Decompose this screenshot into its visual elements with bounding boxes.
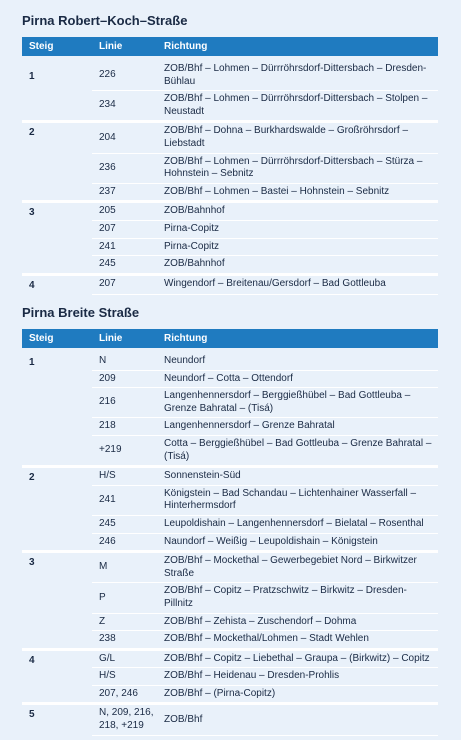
richtung-cell: Sonnenstein-Süd xyxy=(157,467,438,486)
richtung-cell: ZOB/Bhf – (Pirna-Copitz) xyxy=(157,685,438,704)
table-row xyxy=(22,467,438,486)
linie-cell: H/S xyxy=(92,467,157,486)
steig-cell: 2 xyxy=(22,467,92,552)
timetable-robert-koch-strasse xyxy=(22,37,438,295)
column-header-richtung: Richtung xyxy=(157,37,438,56)
richtung-cell: ZOB/Bahnhof xyxy=(157,256,438,275)
linie-cell: 226 xyxy=(92,61,157,91)
steig-cell: 2 xyxy=(22,122,92,202)
richtung-cell: Cotta – Berggießhübel – Bad Gottleuba – Grenze Bahratal – (Tisá) xyxy=(157,435,438,466)
column-header-linie: Linie xyxy=(92,329,157,348)
linie-cell: M xyxy=(92,552,157,583)
linie-cell: 245 xyxy=(92,256,157,275)
linie-cell: 207 xyxy=(92,220,157,238)
linie-cell: G/L xyxy=(92,649,157,668)
linie-cell: 207, 246 xyxy=(92,685,157,704)
richtung-cell: Königstein – Bad Schandau – Lichtenhainer Wasserfall – Hinterhermsdorf xyxy=(157,485,438,515)
richtung-cell: ZOB/Bhf – Heidenau – Dresden-Prohlis xyxy=(157,668,438,686)
table-row xyxy=(22,353,438,370)
section-title: Pirna Robert–Koch–Straße xyxy=(22,13,188,28)
table-body xyxy=(22,56,438,294)
richtung-cell: ZOB/Bhf – Copitz – Pratzschwitz – Birkwitz – Dresden-Pillnitz xyxy=(157,583,438,613)
steig-cell: 1 xyxy=(29,357,35,368)
table-row xyxy=(22,704,438,735)
table-row xyxy=(22,61,438,91)
linie-cell: N, 209, 216, 218, +219 xyxy=(92,704,157,735)
table-header-row xyxy=(22,37,438,56)
richtung-cell: ZOB/Bhf – Dohna – Burkhardswalde – Großröhrsdorf – Liebstadt xyxy=(157,122,438,153)
table-row xyxy=(22,122,438,153)
linie-cell: 234 xyxy=(92,91,157,122)
linie-cell: 236 xyxy=(92,153,157,183)
steig-cell: 1 xyxy=(29,71,35,82)
richtung-cell: ZOB/Bhf – Zehista – Zuschendorf – Dohma xyxy=(157,613,438,631)
richtung-cell: ZOB/Bhf – Lohmen – Dürrröhrsdorf-Dittersbach – Dresden-Bühlau xyxy=(157,61,438,91)
richtung-cell: Pirna-Copitz xyxy=(157,238,438,256)
richtung-cell: Langenhennersdorf – Grenze Bahratal xyxy=(157,418,438,436)
richtung-cell: ZOB/Bhf – Copitz – Liebethal – Graupa – (Birkwitz) – Copitz xyxy=(157,649,438,668)
linie-cell: 241 xyxy=(92,485,157,515)
richtung-cell: ZOB/Bhf – Lohmen – Dürrröhrsdorf-Dittersbach – Stolpen – Neustadt xyxy=(157,91,438,122)
column-header-richtung: Richtung xyxy=(157,329,438,348)
column-header-steig: Steig xyxy=(22,329,92,348)
table-body xyxy=(22,348,438,735)
steig-cell: 4 xyxy=(22,274,92,294)
richtung-cell: ZOB/Bhf – Lohmen – Dürrröhrsdorf-Dittersbach – Stürza – Hohnstein – Sebnitz xyxy=(157,153,438,183)
richtung-cell: Neundorf – Cotta – Ottendorf xyxy=(157,370,438,388)
richtung-cell: Pirna-Copitz xyxy=(157,220,438,238)
steig-cell: 5 xyxy=(22,704,92,735)
linie-cell: 218 xyxy=(92,418,157,436)
table-row xyxy=(22,552,438,583)
linie-cell: 238 xyxy=(92,631,157,650)
linie-cell: Z xyxy=(92,613,157,631)
linie-cell: P xyxy=(92,583,157,613)
richtung-cell: ZOB/Bhf – Mockethal/Lohmen – Stadt Wehlen xyxy=(157,631,438,650)
linie-cell: 246 xyxy=(92,533,157,552)
linie-cell: N xyxy=(92,353,157,370)
linie-cell: +219 xyxy=(92,435,157,466)
richtung-cell: ZOB/Bhf – Lohmen – Bastei – Hohnstein – Sebnitz xyxy=(157,183,438,202)
table-header-row xyxy=(22,329,438,348)
table-row xyxy=(22,649,438,668)
linie-cell: 207 xyxy=(92,274,157,294)
linie-cell: 216 xyxy=(92,388,157,418)
column-header-steig: Steig xyxy=(22,37,92,56)
richtung-cell: Wingendorf – Breitenau/Gersdorf – Bad Gottleuba xyxy=(157,274,438,294)
steig-cell: 3 xyxy=(22,202,92,274)
linie-cell: 237 xyxy=(92,183,157,202)
linie-cell: 205 xyxy=(92,202,157,221)
linie-cell: 245 xyxy=(92,515,157,533)
steig-cell: 3 xyxy=(22,552,92,650)
richtung-cell: ZOB/Bhf xyxy=(157,704,438,735)
richtung-cell: Neundorf xyxy=(157,353,438,370)
timetable-breite-strasse xyxy=(22,329,438,736)
richtung-cell: ZOB/Bahnhof xyxy=(157,202,438,221)
linie-cell: 204 xyxy=(92,122,157,153)
linie-cell: 209 xyxy=(92,370,157,388)
section-title: Pirna Breite Straße xyxy=(22,305,140,320)
richtung-cell: Langenhennersdorf – Berggießhübel – Bad Gottleuba – Grenze Bahratal – (Tisá) xyxy=(157,388,438,418)
table-row xyxy=(22,274,438,294)
steig-cell: 4 xyxy=(22,649,92,704)
linie-cell: H/S xyxy=(92,668,157,686)
linie-cell: 241 xyxy=(92,238,157,256)
column-header-linie: Linie xyxy=(92,37,157,56)
table-row xyxy=(22,202,438,221)
richtung-cell: ZOB/Bhf – Mockethal – Gewerbegebiet Nord – Birkwitzer Straße xyxy=(157,552,438,583)
richtung-cell: Leupoldishain – Langenhennersdorf – Bielatal – Rosenthal xyxy=(157,515,438,533)
richtung-cell: Naundorf – Weißig – Leupoldishain – Königstein xyxy=(157,533,438,552)
